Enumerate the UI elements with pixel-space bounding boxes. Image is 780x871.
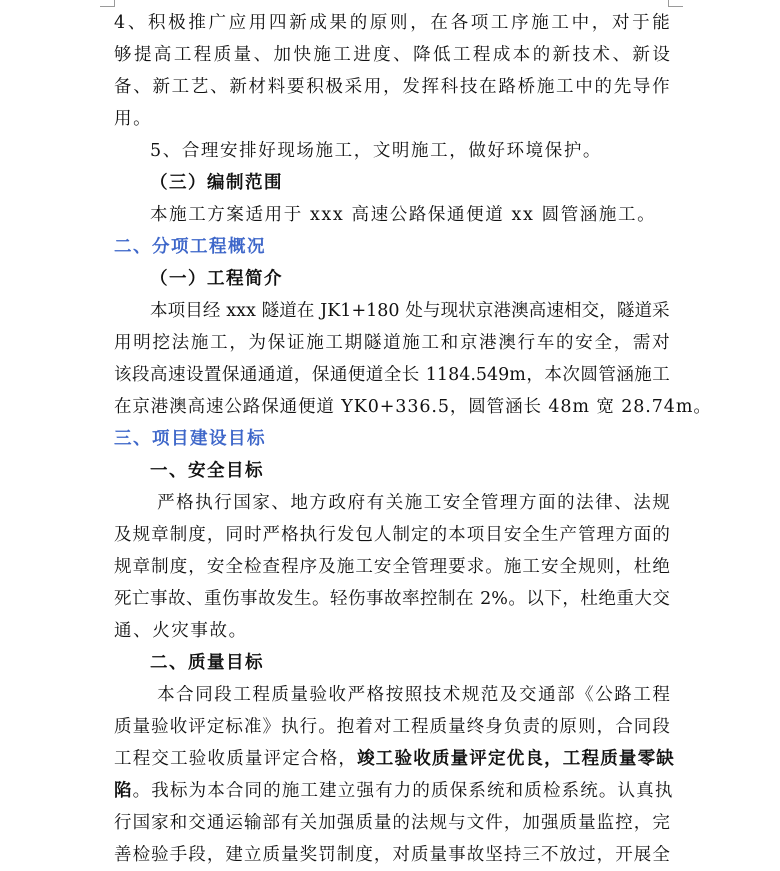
quality-line-1: [150, 679, 670, 711]
safety-line-4: [114, 583, 670, 615]
text: 善 检 验 手 段 ， 建 立 质 量 奖 罚 制 度 ， 对 质 量 事 故 坚 持 三 不 放 过 ， 开 展 全: [114, 845, 670, 865]
principle-4-line-4: 用。: [114, 109, 153, 129]
intro-line-1: [150, 295, 670, 327]
heading-scope: （三）编制范围: [150, 173, 283, 193]
principle-4-line-2: [114, 39, 670, 71]
text: 本 项 目 经 xxx 隧 道 在 JK1+180 处 与 现 状 京 港 澳 高 速 相 交 ， 隧 道 采: [150, 301, 670, 321]
quality-line-6: [114, 839, 670, 871]
principle-4-line-3: [114, 71, 670, 103]
heading-quality-goals: 二、质量目标: [150, 653, 264, 673]
text: 质 量 验 收 评 定 标 准 》 执 行 。 抱 着 对 工 程 质 量 终 身 负 责 的 原 则 ， 合 同 段: [114, 717, 670, 737]
text: 及 规 章 制 度 ， 同 时 严 格 执 行 发 包 人 制 定 的 本 项 目 安 全 生 产 管 理 方 面 的: [114, 525, 670, 545]
text: 该 段 高 速 设 置 保 通 通 道 ， 保 通 便 道 全 长 1184.549m ， 本 次 圆 管 涵 施 工: [114, 365, 670, 385]
quality-line-3: [114, 743, 675, 775]
text: 备 、 新 工 艺 、 新 材 料 要 积 极 采 用 ， 发 挥 科 技 在 路 桥 施 工 中 的 先 导 作: [114, 77, 670, 97]
heading-project-intro: （一）工程简介: [150, 269, 283, 289]
quality-line-5: [114, 807, 670, 839]
intro-line-2: [114, 327, 670, 359]
text: 行 国 家 和 交 通 运 输 部 有 关 加 强 质 量 的 法 规 与 文 件 ， 加 强 质 量 监 控 ， 完: [114, 813, 670, 833]
text: 死 亡 事 故 、 重 伤 事 故 发 生 。 轻 伤 事 故 率 控 制 在 2% 。 以 下 ， 杜 绝 重 大 交: [114, 589, 670, 609]
intro-line-4: 在京港澳高速公路保通便道 YK0+336.5，圆管涵长 48m 宽 28.74m。: [114, 397, 712, 417]
principle-4-line-1: [114, 7, 670, 39]
heading-project-overview: 二、分项工程概况: [114, 237, 266, 257]
emphasis-quality-rating: 竣工验收质量评定优良，工程质量零缺: [357, 749, 676, 769]
page-corner-mark-right: [668, 0, 683, 7]
quality-line-2: [114, 711, 670, 743]
page-corner-mark-left: [100, 0, 115, 7]
emphasis-defect: 陷: [114, 781, 133, 801]
text: 规 章 制 度 ， 安 全 检 查 程 序 及 施 工 安 全 管 理 要 求 。 施 工 安 全 规 则 ， 杜 绝: [114, 557, 670, 577]
text: 。我标为本合同的施工建立强有力的质保系统和质检系统。认真执: [132, 781, 674, 801]
text: 工程交工验收质量评定合格，: [114, 749, 358, 769]
principle-5: 5、合理安排好现场施工，文明施工，做好环境保护。: [150, 141, 603, 161]
text: 4 、 积 极 推 广 应 用 四 新 成 果 的 原 则 ， 在 各 项 工 序 施 工 中 ， 对 于 能: [114, 13, 670, 33]
safety-line-3: [114, 551, 670, 583]
text: 严 格 执 行 国 家 、 地 方 政 府 有 关 施 工 安 全 管 理 方 面 的 法 律 、 法 规: [157, 493, 670, 513]
safety-line-1: [150, 487, 670, 519]
heading-safety-goals: 一、安全目标: [150, 461, 264, 481]
quality-line-4: [114, 775, 674, 807]
safety-line-5: 通、火灾事故。: [114, 621, 248, 641]
intro-line-3: [114, 359, 670, 391]
text: 本 合 同 段 工 程 质 量 验 收 严 格 按 照 技 术 规 范 及 交 通 部 《 公 路 工 程: [157, 685, 670, 705]
scope-text: 本施工方案适用于 xxx 高速公路保通便道 xx 圆管涵施工。: [150, 205, 657, 225]
heading-project-goals: 三、项目建设目标: [114, 429, 266, 449]
safety-line-2: [114, 519, 670, 551]
text: 够 提 高 工 程 质 量 、 加 快 施 工 进 度 、 降 低 工 程 成 本 的 新 技 术 、 新 设: [114, 45, 670, 65]
text: 用 明 挖 法 施 工 ， 为 保 证 施 工 期 隧 道 施 工 和 京 港 澳 行 车 的 安 全 ， 需 对: [114, 333, 670, 353]
